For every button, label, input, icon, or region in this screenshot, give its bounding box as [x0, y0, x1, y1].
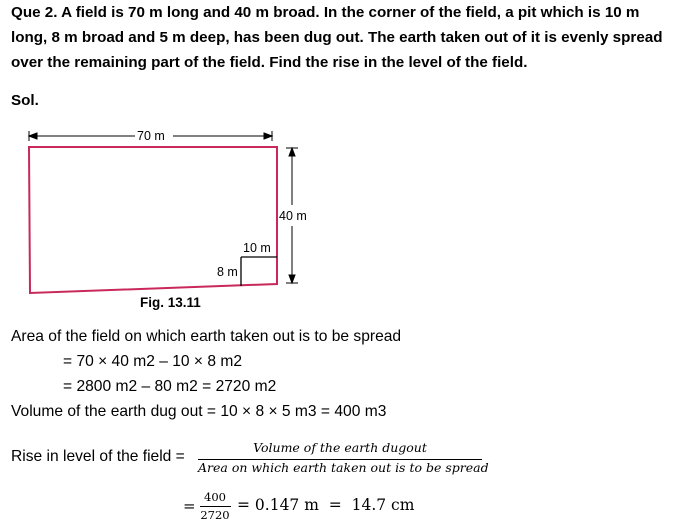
- fraction-numerator: Volume of the earth dugout: [253, 440, 427, 455]
- small-fraction-denominator: 2720: [200, 508, 230, 522]
- question-line-3: over the remaining part of the field. Find the rise in the level of the field.: [11, 54, 528, 71]
- rise-label: Rise in level of the field =: [11, 448, 185, 465]
- area-step-2: = 2800 m2 – 80 m2 = 2720 m2: [63, 378, 277, 395]
- small-fraction-bar: [200, 506, 231, 507]
- field-outline: [29, 147, 277, 293]
- question-line-1: Que 2. A field is 70 m long and 40 m broad. In the corner of the field, a pit which is 10 m: [11, 4, 640, 21]
- result: = 0.147 m = 14.7 cm: [237, 496, 415, 514]
- pit-breadth-label: 8 m: [217, 265, 238, 279]
- question-line-2: long, 8 m broad and 5 m deep, has been dug out. The earth taken out of it is evenly spread: [11, 29, 663, 46]
- fraction-denominator: Area on which earth taken out is to be spread: [198, 460, 489, 475]
- sol-label: Sol.: [11, 92, 39, 109]
- equals-sign: =: [183, 497, 196, 515]
- pit-outline: [241, 257, 277, 286]
- area-intro: Area of the field on which earth taken out is to be spread: [11, 328, 402, 345]
- volume-line: Volume of the earth dug out = 10 × 8 × 5 m3 = 400 m3: [11, 403, 387, 420]
- length-label: 70 m: [137, 129, 165, 143]
- breadth-label: 40 m: [279, 209, 307, 223]
- figure-caption: Fig. 13.11: [140, 295, 201, 310]
- small-fraction-numerator: 400: [204, 490, 226, 504]
- area-step-1: = 70 × 40 m2 – 10 × 8 m2: [63, 353, 243, 370]
- pit-length-label: 10 m: [243, 241, 271, 255]
